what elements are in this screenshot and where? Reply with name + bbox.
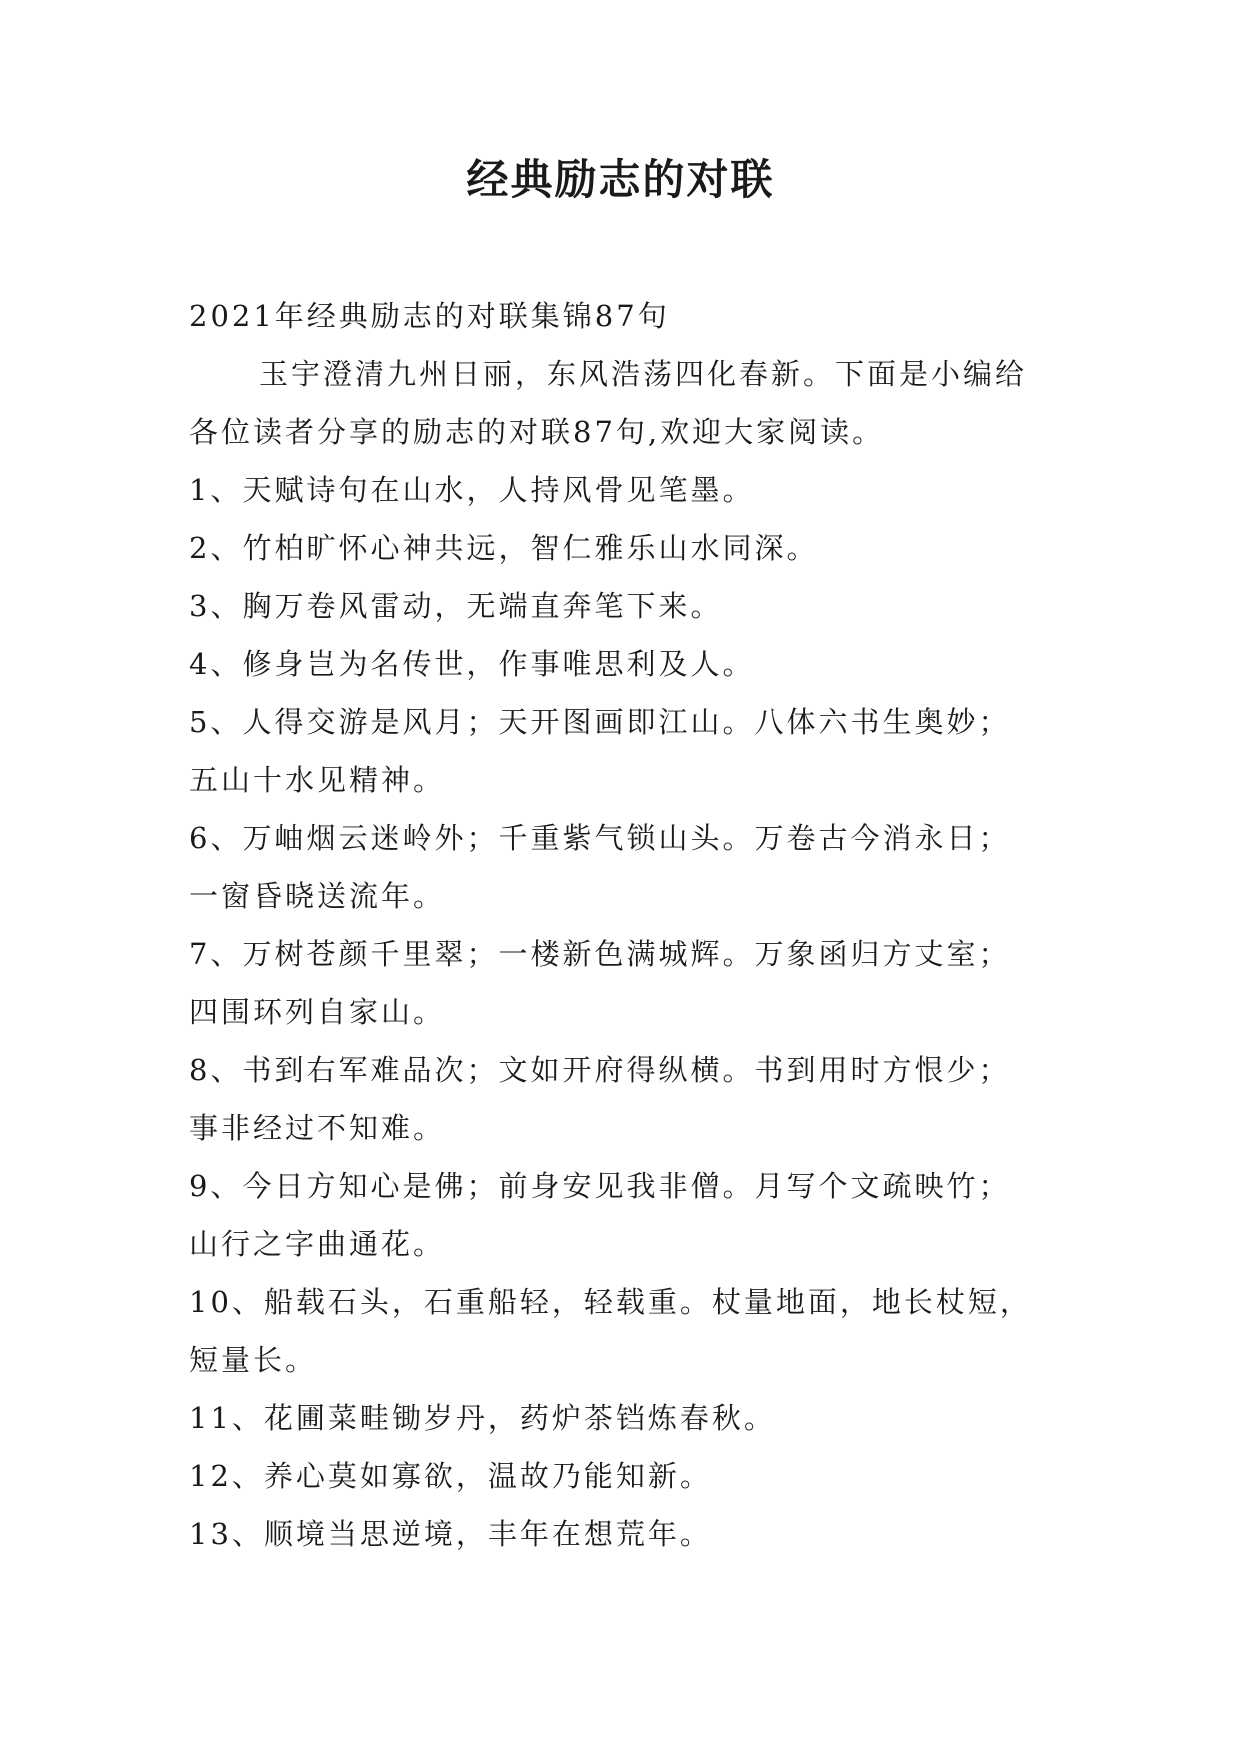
intro-paragraph: 玉宇澄清九州日丽，东风浩荡四化春新。下面是小编给 各位读者分享的励志的对联87句,欢迎大家阅读。 <box>189 357 1028 449</box>
couplet-item-11: 11、花圃菜畦锄岁丹，药炉茶铛炼春秋。 <box>189 1401 776 1435</box>
couplet-item-6: 6、万岫烟云迷岭外；千重紫气锁山头。万卷古今消永日； 一窗昏晓送流年。 <box>189 821 1011 913</box>
document-title: 经典励志的对联 <box>466 155 775 204</box>
document-body <box>189 287 1069 1563</box>
couplet-item-7: 7、万树苍颜千里翠；一楼新色满城辉。万象函归方丈室； 四围环列自家山。 <box>189 937 1011 1029</box>
couplet-item-8: 8、书到右军难品次；文如开府得纵横。书到用时方恨少； 事非经过不知难。 <box>189 1053 1011 1145</box>
couplet-item-1: 1、天赋诗句在山水，人持风骨见笔墨。 <box>189 473 755 507</box>
couplet-item-10: 10、船载石头，石重船轻，轻载重。杖量地面，地长杖短， 短量长。 <box>189 1285 1032 1377</box>
couplet-item-5: 5、人得交游是风月；天开图画即江山。八体六书生奥妙； 五山十水见精神。 <box>189 705 1011 797</box>
couplet-item-12: 12、养心莫如寡欲，温故乃能知新。 <box>189 1459 712 1493</box>
couplet-item-4: 4、修身岂为名传世，作事唯思利及人。 <box>189 647 755 681</box>
couplet-item-9: 9、今日方知心是佛；前身安见我非僧。月写个文疏映竹； 山行之字曲通花。 <box>189 1169 1011 1261</box>
couplet-item-3: 3、胸万卷风雷动，无端直奔笔下来。 <box>189 589 723 623</box>
couplet-item-13: 13、顺境当思逆境，丰年在想荒年。 <box>189 1517 712 1551</box>
couplet-item-2: 2、竹柏旷怀心神共远，智仁雅乐山水同深。 <box>189 531 819 565</box>
document-subtitle: 2021年经典励志的对联集锦87句 <box>189 299 670 333</box>
